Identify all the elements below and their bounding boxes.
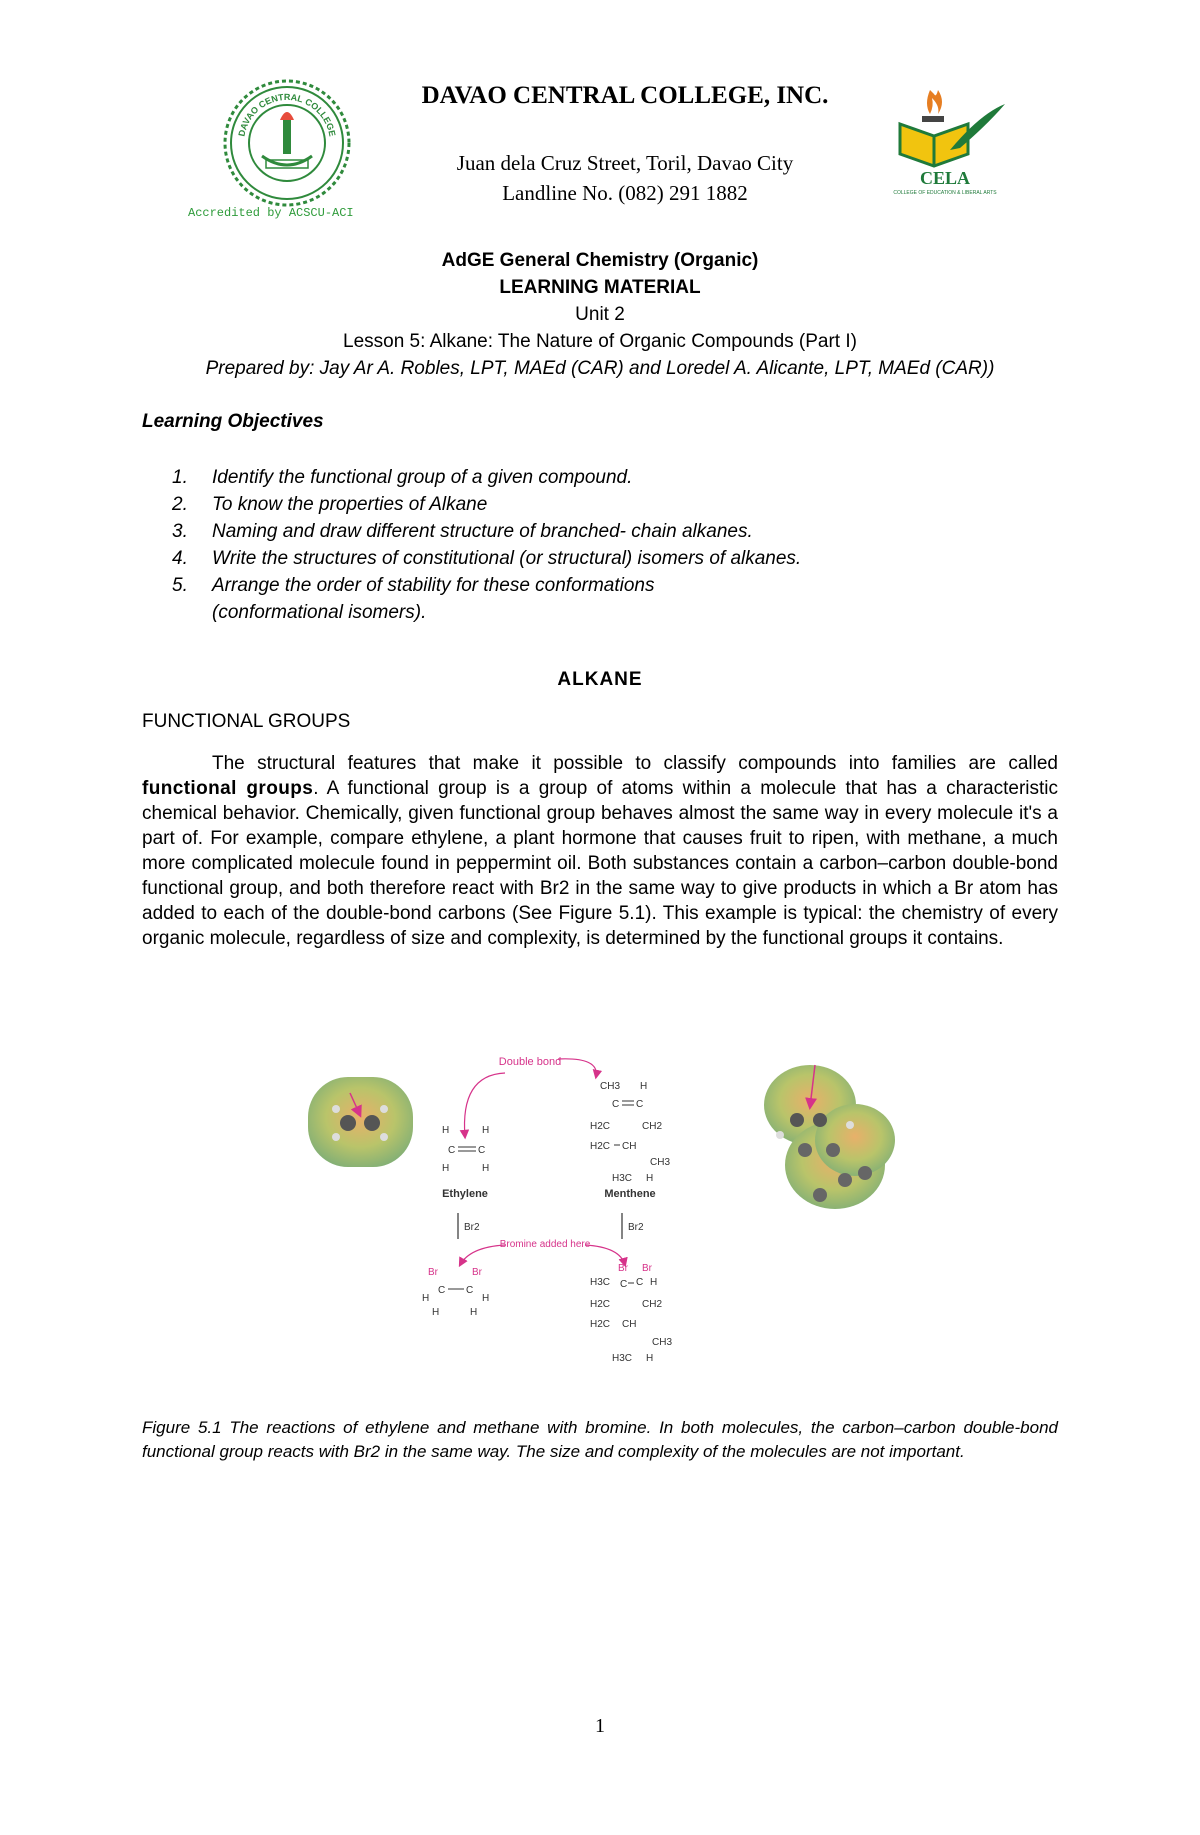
objective-item: 2. To know the properties of Alkane (172, 494, 488, 515)
body-paragraph: The structural features that make it possible to classify compounds into families are called functional groups. A functional group is a group of atoms within a molecule that has a characteristic chemical behavior. Chemically, given functional group behaves almost the same way in every molecule it's a part of. For example, compare ethylene, a plant hormone that causes fruit to ripen, with methane, a much more complicated molecule found in peppermint oil. Both substances contain a carbon–carbon double-bond functional group, and both therefore react with Br2 in the same way to give products in which a Br atom has added to each of the double-bond carbons (See Figure 5.1). This example is typical: the chemistry of every organic molecule, regardless of size and complexity, is determined by the functional groups it contains. (142, 753, 1059, 949)
svg-text:H: H (442, 1125, 450, 1136)
section-title: ALKANE (557, 669, 643, 690)
svg-text:H3C: H3C (612, 1353, 633, 1364)
menthene-label: Menthene (604, 1188, 656, 1200)
figure-reaction-diagram (300, 1025, 940, 1385)
unit-label: Unit 2 (575, 304, 625, 325)
svg-text:H: H (646, 1353, 654, 1364)
svg-text:C: C (448, 1145, 456, 1156)
svg-text:H3C: H3C (612, 1173, 633, 1184)
svg-text:H3C: H3C (590, 1277, 611, 1288)
svg-text:COLLEGE OF EDUCATION & LIBERAL: COLLEGE OF EDUCATION & LIBERAL ARTS (893, 190, 997, 196)
svg-text:C: C (438, 1285, 446, 1296)
svg-text:H: H (650, 1277, 658, 1288)
svg-text:H: H (470, 1307, 478, 1318)
college-landline: Landline No. (082) 291 1882 (502, 181, 748, 205)
cela-logo (880, 84, 1010, 196)
college-address: Juan dela Cruz Street, Toril, Davao City (456, 151, 794, 175)
accreditation-text: Accredited by ACSCU-ACI (188, 206, 354, 220)
svg-text:H: H (646, 1173, 654, 1184)
page-number: 1 (595, 1715, 605, 1737)
svg-text:Br: Br (472, 1267, 482, 1278)
menthene-potential-map (764, 1065, 895, 1209)
lesson-title: Lesson 5: Alkane: The Nature of Organic Compounds (Part I) (343, 331, 857, 352)
menthene-structure (590, 1081, 670, 1184)
course-title: AdGE General Chemistry (Organic) (441, 250, 759, 271)
svg-text:CH: CH (622, 1141, 637, 1152)
svg-text:CH2: CH2 (642, 1299, 663, 1310)
college-seal-logo (222, 78, 352, 208)
svg-text:H2C: H2C (590, 1141, 611, 1152)
svg-text:H: H (482, 1293, 490, 1304)
svg-text:CH: CH (622, 1319, 637, 1330)
double-bond-label: Double bond (498, 1056, 562, 1068)
bromine-added-label: Bromine added here (499, 1239, 591, 1250)
objectives-list (172, 464, 1072, 626)
svg-text:H: H (482, 1125, 490, 1136)
svg-text:CELA: CELA (919, 168, 971, 188)
svg-text:H2C: H2C (590, 1121, 611, 1132)
svg-text:CH3: CH3 (600, 1081, 621, 1092)
svg-text:Br: Br (642, 1263, 652, 1274)
svg-text:DAVAO CENTRAL COLLEGE: DAVAO CENTRAL COLLEGE (236, 91, 338, 138)
reagent-label-right: Br2 (628, 1222, 644, 1233)
ethylene-label: Ethylene (442, 1188, 488, 1200)
svg-text:CH2: CH2 (642, 1121, 663, 1132)
svg-text:H2C: H2C (590, 1319, 611, 1330)
functional-groups-term: functional groups (142, 778, 314, 799)
svg-text:CH3: CH3 (652, 1337, 673, 1348)
objectives-heading: Learning Objectives (142, 411, 324, 432)
svg-text:C: C (620, 1279, 628, 1290)
ethylene-structure (442, 1125, 489, 1174)
svg-text:C: C (636, 1277, 644, 1288)
svg-text:C: C (612, 1099, 620, 1110)
reagent-label-left: Br2 (464, 1222, 480, 1233)
svg-text:C: C (466, 1285, 474, 1296)
svg-text:Br: Br (618, 1263, 628, 1274)
svg-text:H: H (442, 1163, 450, 1174)
dibromoethane-structure (422, 1267, 489, 1318)
svg-text:H2C: H2C (590, 1299, 611, 1310)
figure-caption: Figure 5.1 The reactions of ethylene and methane with bromine. In both molecules, the carbon–carbon double-bond functional group reacts with Br2 in the same way. The size and complexity of the molecules are not important. (142, 1418, 1058, 1461)
prepared-by: Prepared by: Jay Ar A. Robles, LPT, MAEd (CAR) and Loredel A. Alicante, LPT, MAEd (CAR)) (205, 358, 995, 379)
svg-text:H: H (640, 1081, 648, 1092)
objective-item: 5. Arrange the order of stability for these conformations (172, 575, 655, 596)
svg-text:H: H (422, 1293, 430, 1304)
objective-item: 4. Write the structures of constitutional (or structural) isomers of alkanes. (172, 548, 802, 569)
objective-item: 1. Identify the functional group of a given compound. (172, 467, 633, 488)
subsection-heading: FUNCTIONAL GROUPS (142, 711, 351, 732)
objective-item: 3. Naming and draw different structure of branched- chain alkanes. (172, 521, 753, 542)
material-title: LEARNING MATERIAL (499, 277, 701, 298)
svg-text:H: H (432, 1307, 440, 1318)
college-name: DAVAO CENTRAL COLLEGE, INC. (421, 82, 829, 109)
dibromomenthane-structure (590, 1263, 672, 1364)
svg-text:CH3: CH3 (650, 1157, 671, 1168)
svg-text:C: C (636, 1099, 644, 1110)
objective-item-continuation: (conformational isomers). (212, 602, 427, 623)
svg-text:Br: Br (428, 1267, 438, 1278)
ethylene-potential-map (308, 1077, 413, 1167)
svg-text:C: C (478, 1145, 486, 1156)
svg-text:H: H (482, 1163, 490, 1174)
